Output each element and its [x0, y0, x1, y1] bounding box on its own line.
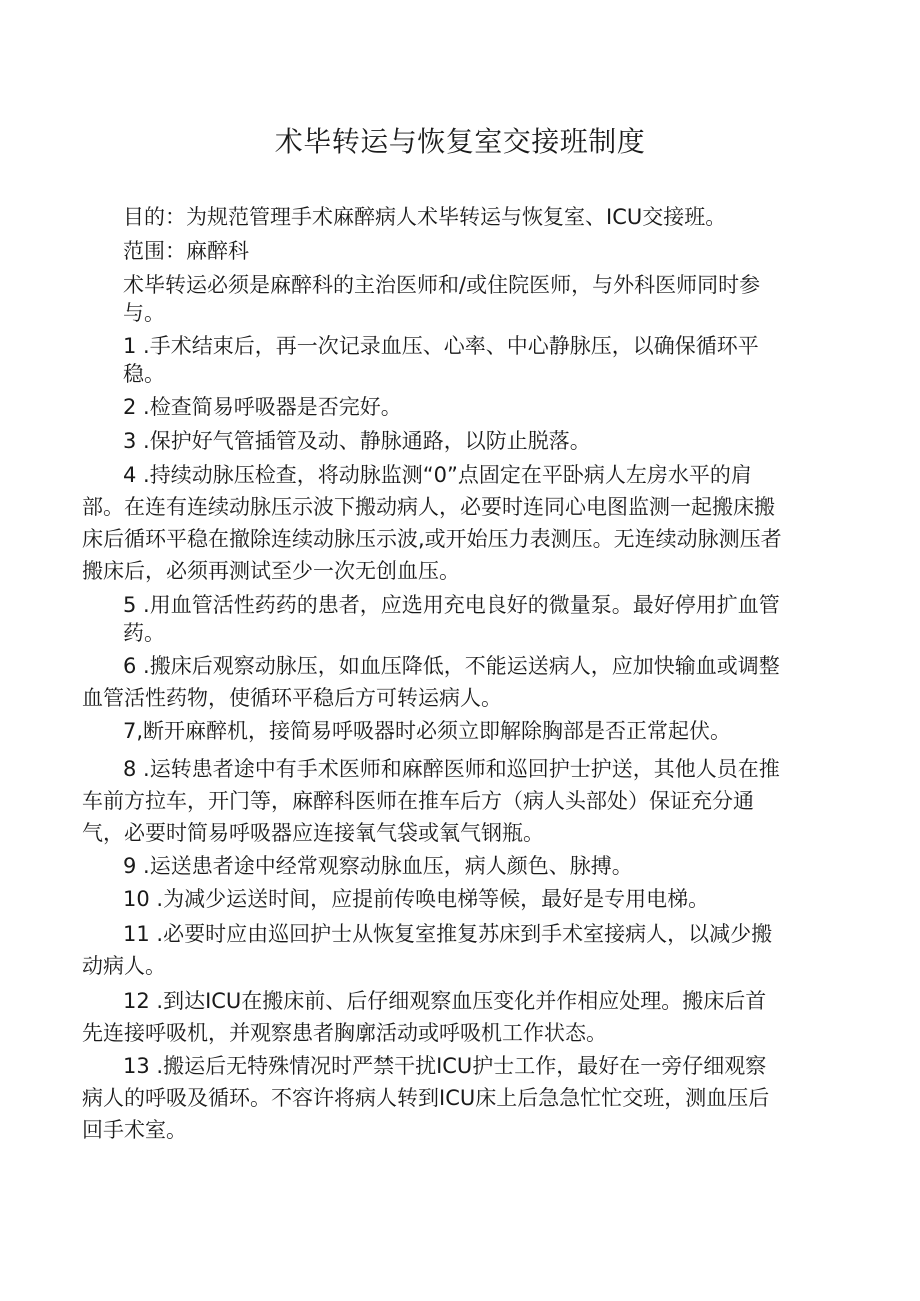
- rule-item-5-line: 5 .用血管活性药药的患者，应选用充电良好的微量泵。最好停用扩血管: [123, 593, 780, 617]
- rule-item-8-line: 8 .运转患者途中有手术医师和麻醉医师和巡回护士护送，其他人员在推: [123, 757, 780, 781]
- intro-line: 术毕转运必须是麻醉科的主治医师和/或住院医师，与外科医师同时参: [123, 273, 761, 297]
- rule-item-7-line: 7,断开麻醉机，接简易呼吸器时必须立即解除胸部是否正常起伏。: [123, 719, 732, 743]
- rule-item-4-line: 部。在连有连续动脉压示波下搬动病人，必要时连同心电图监测一起搬床搬: [82, 495, 775, 519]
- purpose-line: 目的：为规范管理手术麻醉病人术毕转运与恢复室、ICU交接班。: [123, 205, 727, 229]
- rule-item-13-line: 13 .搬运后无特殊情况时严禁干扰ICU护士工作，最好在一旁仔细观察: [123, 1054, 767, 1078]
- rule-item-6-line: 血管活性药物，使循环平稳后方可转运病人。: [82, 686, 502, 710]
- intro-line: 与。: [123, 301, 165, 325]
- rule-item-9-line: 9 .运送患者途中经常观察动脉血压，病人颜色、脉搏。: [123, 854, 633, 878]
- rule-item-8-line: 车前方拉车，开门等，麻醉科医师在推车后方（病人头部处）保证充分通: [82, 789, 754, 813]
- rule-item-8-line: 气，必要时简易呼吸器应连接氧气袋或氧气钢瓶。: [82, 821, 544, 845]
- rule-item-11-line: 11 .必要时应由巡回护士从恢复室推复苏床到手术室接病人，以减少搬: [123, 922, 773, 946]
- rule-item-13-line: 回手术室。: [82, 1118, 187, 1142]
- rule-item-2-line: 2 .检查简易呼吸器是否完好。: [123, 395, 402, 419]
- rule-item-11-line: 动病人。: [82, 954, 166, 978]
- rule-item-4-line: 搬床后，必须再测试至少一次无创血压。: [82, 559, 460, 583]
- rule-item-1-line: 1 .手术结束后，再一次记录血压、心率、中心静脉压，以确保循环平: [123, 334, 759, 358]
- scope-line: 范围：麻醉科: [123, 239, 249, 263]
- rule-item-4-line: 4 .持续动脉压检查，将动脉监测“0”点固定在平卧病人左房水平的肩: [123, 463, 752, 487]
- rule-item-6-line: 6 .搬床后观察动脉压，如血压降低，不能运送病人，应加快输血或调整: [123, 654, 780, 678]
- rule-item-10-line: 10 .为减少运送时间，应提前传唤电梯等候，最好是专用电梯。: [123, 887, 710, 911]
- document-title: 术毕转运与恢复室交接班制度: [274, 125, 646, 158]
- rule-item-12-line: 12 .到达ICU在搬床前、后仔细观察血压变化并作相应处理。搬床后首: [123, 989, 767, 1013]
- rule-item-3-line: 3 .保护好气管插管及动、静脉通路，以防止脱落。: [123, 429, 591, 453]
- rule-item-12-line: 先连接呼吸机，并观察患者胸廓活动或呼吸机工作状态。: [82, 1021, 607, 1045]
- rule-item-4-line: 床后循环平稳在撤除连续动脉压示波,或开始压力表测压。无连续动脉测压者: [82, 527, 782, 551]
- rule-item-1-line: 稳。: [123, 362, 165, 386]
- rule-item-13-line: 病人的呼吸及循环。不容许将病人转到ICU床上后急急忙忙交班，测血压后: [82, 1086, 770, 1110]
- rule-item-5-line: 药。: [123, 621, 165, 645]
